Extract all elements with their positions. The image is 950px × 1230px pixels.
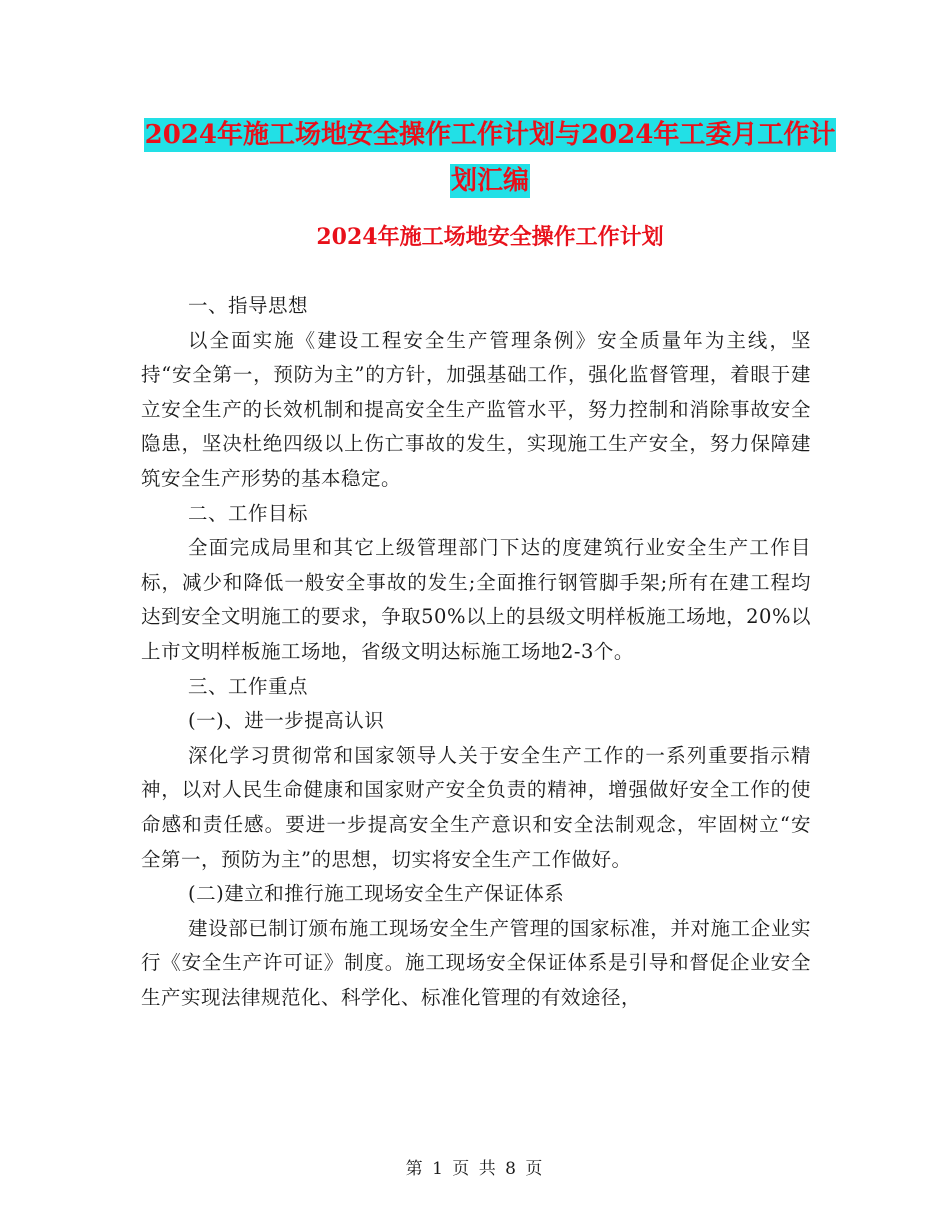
main-title-highlight: 2024年施工场地安全操作工作计划与2024年工委月工作计划汇编 (144, 120, 836, 196)
heading-guiding-ideology: 一、指导思想 (188, 294, 309, 317)
subheading-safety-system: (二)建立和推行施工现场安全生产保证体系 (188, 882, 565, 906)
subheading-raise-awareness: (一)、进一步提高认识 (188, 709, 385, 733)
heading-work-goals: 二、工作目标 (188, 501, 309, 525)
paragraph-guiding-ideology: 以全面实施《建设工程安全生产管理条例》安全质量年为主线，坚持“安全第一，预防为主”的方针，加强基础工作，强化监督管理，着眼于建立安全生产的长效机制和提高安全生产监管水平，努力控制和消除事故安全隐患，坚决杜绝四级以上伤亡事故的发生，实现施工生产安全，努力保障建筑安全生产形势的基本稳定。 (141, 328, 811, 490)
paragraph-safety-system: 建设部已制订颁布施工现场安全生产管理的国家标准，并对施工企业实行《安全生产许可证》制度。施工现场安全保证体系是引导和督促企业安全生产实现法律规范化、科学化、标准化管理的有效途径， (141, 916, 811, 1009)
paragraph-raise-awareness: 深化学习贯彻常和国家领导人关于安全生产工作的一系列重要指示精神，以对人民生命健康和国家财产安全负责的精神，增强做好安全工作的使命感和责任感。要进一步提高安全生产意识和安全法制观念，牢固树立“安全第一，预防为主”的思想，切实将安全生产工作做好。 (141, 743, 811, 871)
heading-work-focus: 三、工作重点 (188, 674, 309, 698)
section-title: 2024年施工场地安全操作工作计划 (316, 224, 664, 250)
page-footer: 第 1 页 共 8 页 (405, 1159, 545, 1179)
document-body (141, 289, 811, 1015)
paragraph-work-goals: 全面完成局里和其它上级管理部门下达的度建筑行业安全生产工作目标，减少和降低一般安全事故的发生;全面推行钢管脚手架;所有在建工程均达到安全文明施工的要求，争取50%以上的县级文明样板施工场地，20%以上市文明样板施工场地，省级文明达标施工场地2-3个。 (141, 536, 811, 663)
main-title (140, 112, 840, 204)
